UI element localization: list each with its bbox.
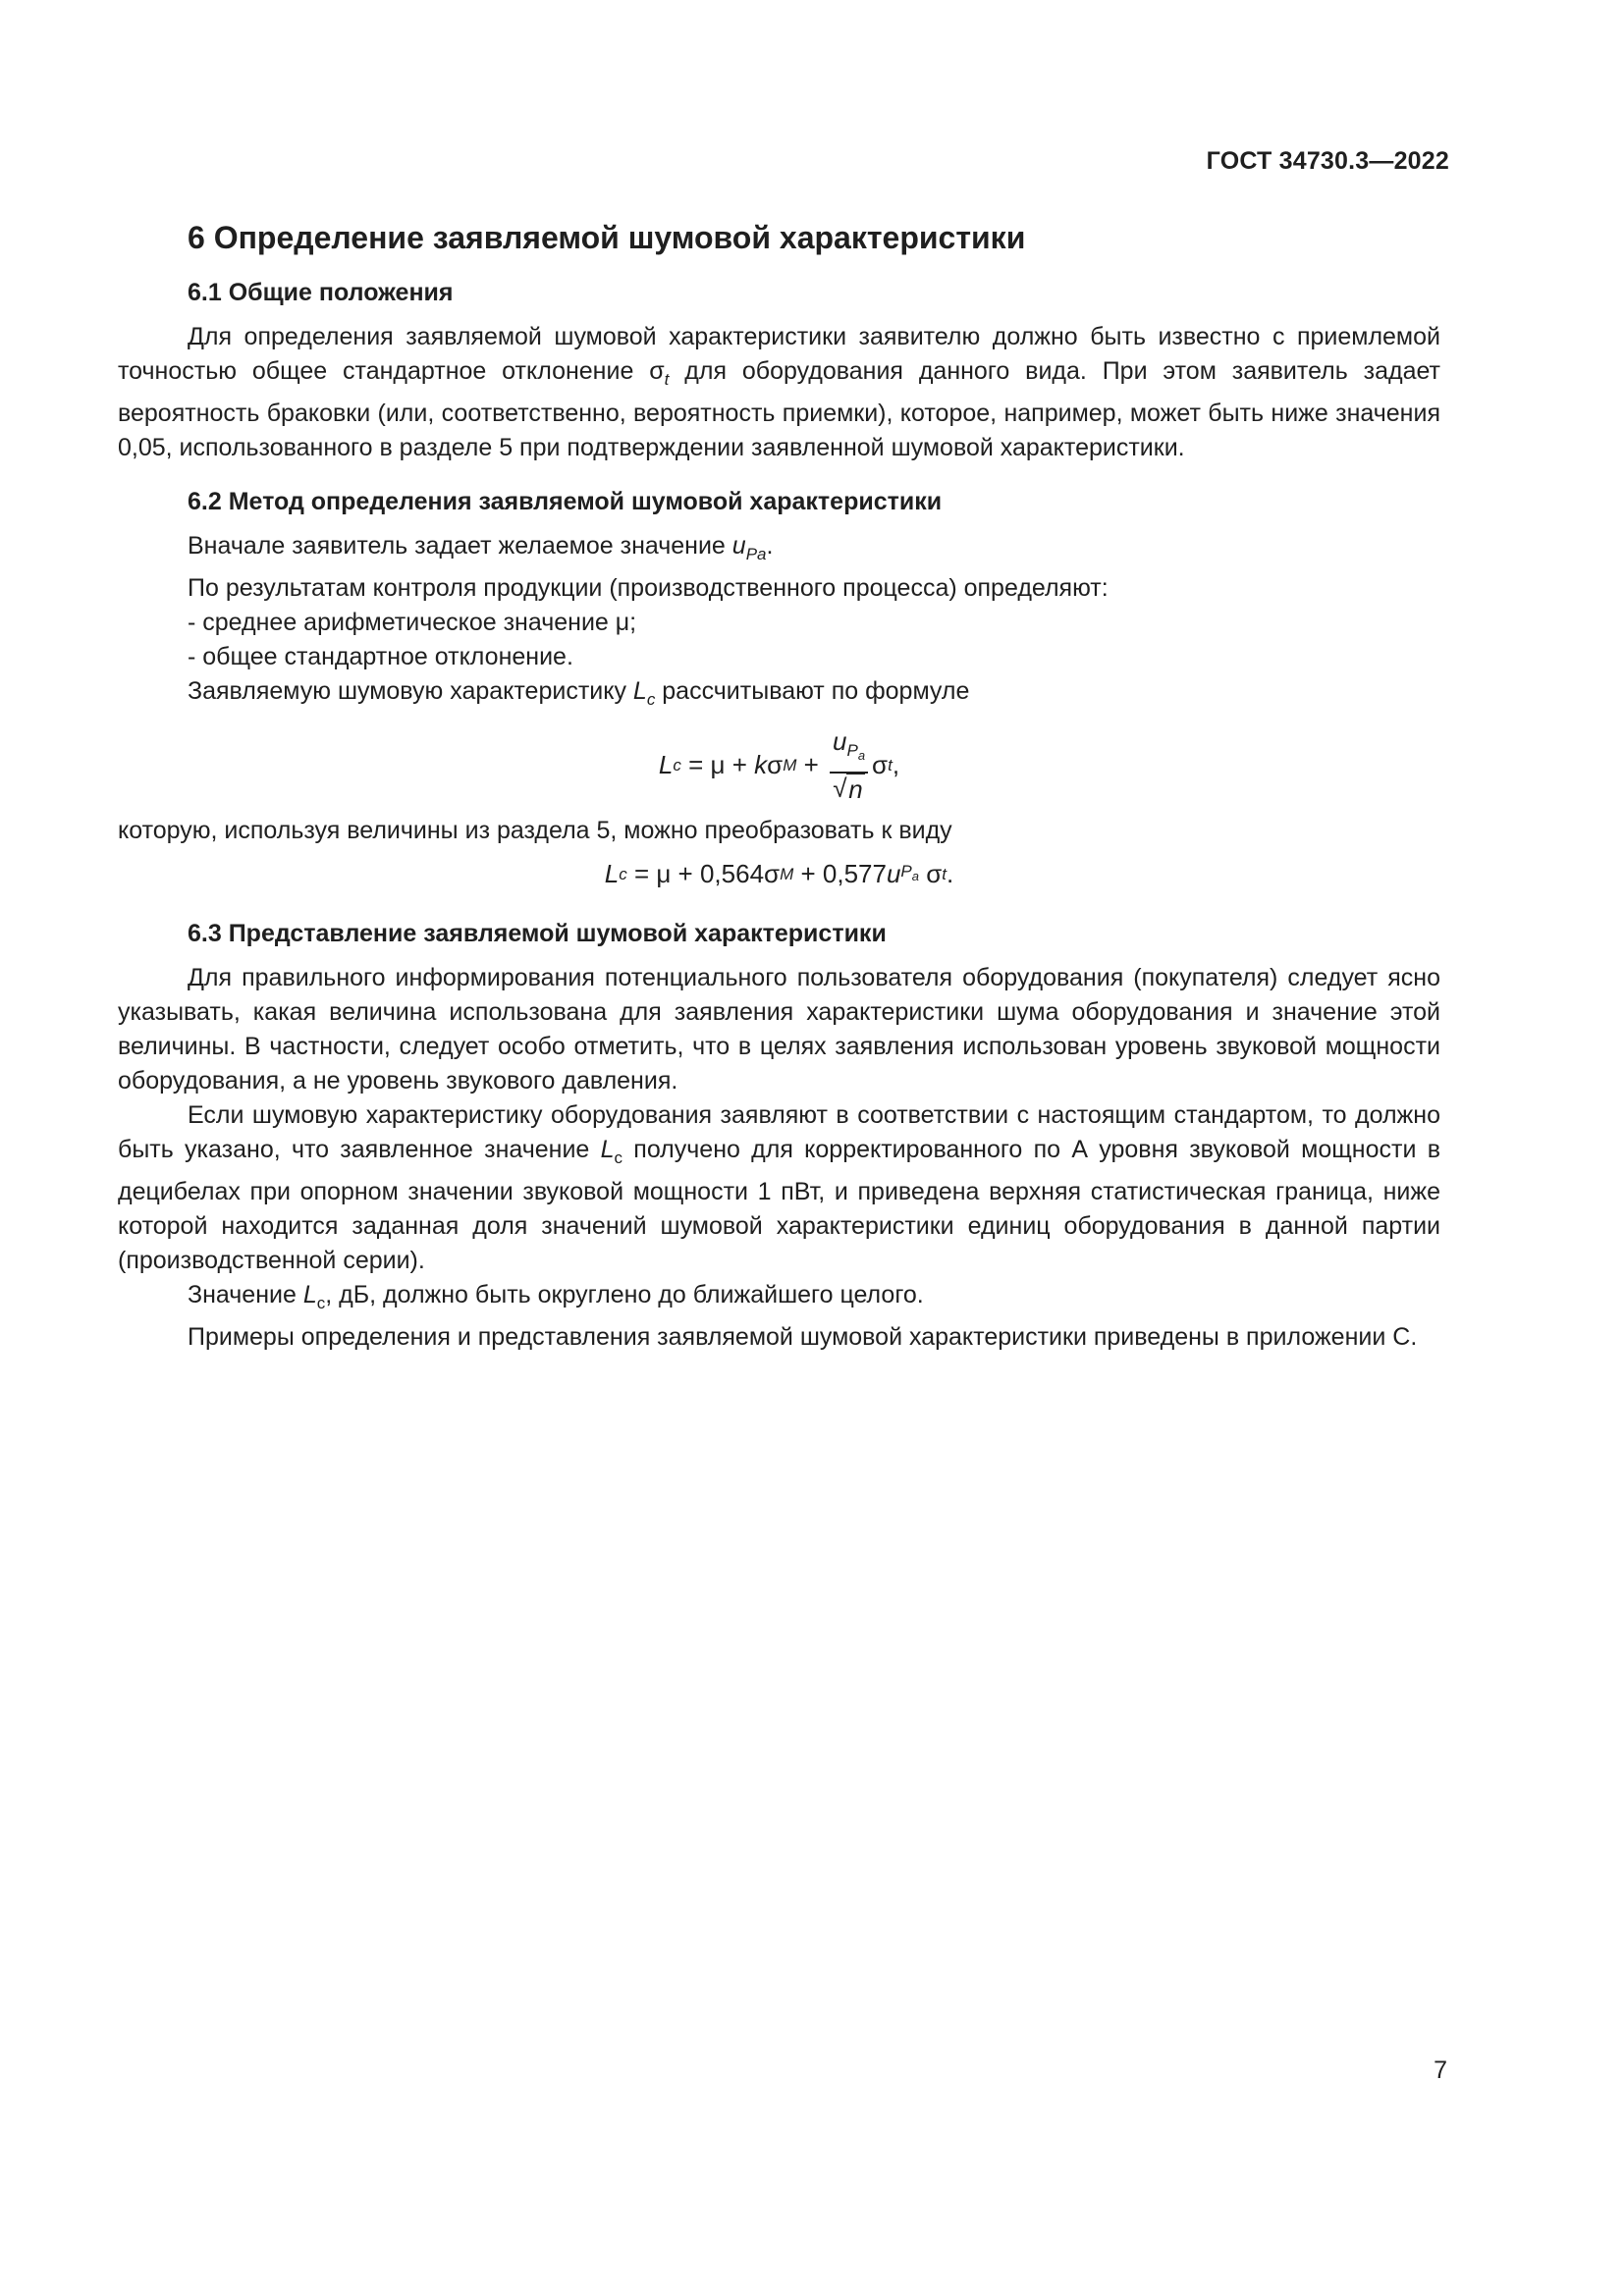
section-6-3-paragraph-3: Значение $L_c$, дБ, должно быть округлено до ближайшего целого.	[188, 1281, 924, 1312]
section-6-2-line-1: Вначале заявитель задает желаемое значение $u_{Pa}$.	[188, 532, 774, 563]
formula-fraction: $u_{P_a}$ √ n	[830, 726, 868, 804]
section-6-3-paragraph-4: Примеры определения и представления заявляемой шумовой характеристики приведены в приложении С.	[188, 1323, 1418, 1351]
section-6-1	[118, 276, 1440, 465]
section-6-3-paragraph-1: Для правильного информирования потенциального пользователя оборудования (покупателя) следует ясно указывать, какая величина использована для заявления характеристики шума оборудования и значение этой величины. В частности, следует особо отметить, что в целях заявления использован уровень звуковой мощности оборудования, а не уровень звукового давления.	[118, 964, 1440, 1095]
section-6-3-title: 6.3 Представление заявляемой шумовой характеристики	[188, 920, 887, 947]
formula-declared-noise-value: L c = μ + k σ M + $u_{P_a}$ √ n σ t ,	[118, 720, 1440, 810]
section-6-2-after-formula: которую, используя величины из раздела 5, можно преобразовать к виду	[118, 817, 952, 844]
section-6-2-line-2: По результатам контроля продукции (производственного процесса) определяют:	[188, 574, 1109, 602]
section-6-2-title: 6.2 Метод определения заявляемой шумовой характеристики	[188, 488, 943, 515]
section-6-3-paragraph-2: Если шумовую характеристику оборудования заявляют в соответствии с настоящим стандартом, то должно быть указано, что заявленное значение $L_c$ получено для корректированного по А уровня звуковой мощности в децибелах при опорном значении звуковой мощности 1 пВт, и приведена верхняя статистическая граница, ниже которой находится заданная доля значений шумовой характеристики единиц оборудования в данной партии (производственной серии).	[118, 1101, 1440, 1274]
section-6-2-line-4: - общее стандартное отклонение.	[188, 643, 573, 670]
section-6-3	[118, 917, 1440, 1355]
section-6-2-line-5: Заявляемую шумовую характеристику $L_c$ рассчитывают по формуле	[188, 677, 970, 709]
formula-declared-noise-value-simplified: L c = μ + 0,564σ M + 0,577 u $P_a$ σ t .	[604, 858, 954, 888]
page-number: 7	[1434, 2056, 1447, 2084]
section-6-1-paragraph: Для определения заявляемой шумовой характеристики заявителю должно быть известно с приемлемой точностью общее стандартное отклонение $\sigma_t$ для оборудования данного вида. При этом заявитель задает вероятность браковки (или, соответственно, вероятность приемки), которое, например, может быть ниже значения 0,05, использованного в разделе 5 при подтверждении заявленной шумовой характеристики.	[118, 323, 1440, 461]
page-content	[118, 218, 1440, 1374]
section-6-2-line-3: - среднее арифметическое значение μ;	[188, 609, 637, 636]
section-6-2	[118, 485, 1440, 897]
document-id-header: ГОСТ 34730.3—2022	[1206, 147, 1449, 175]
section-6-title: 6 Определение заявляемой шумовой характеристики	[188, 220, 1026, 255]
section-6-1-title: 6.1 Общие положения	[188, 279, 454, 306]
